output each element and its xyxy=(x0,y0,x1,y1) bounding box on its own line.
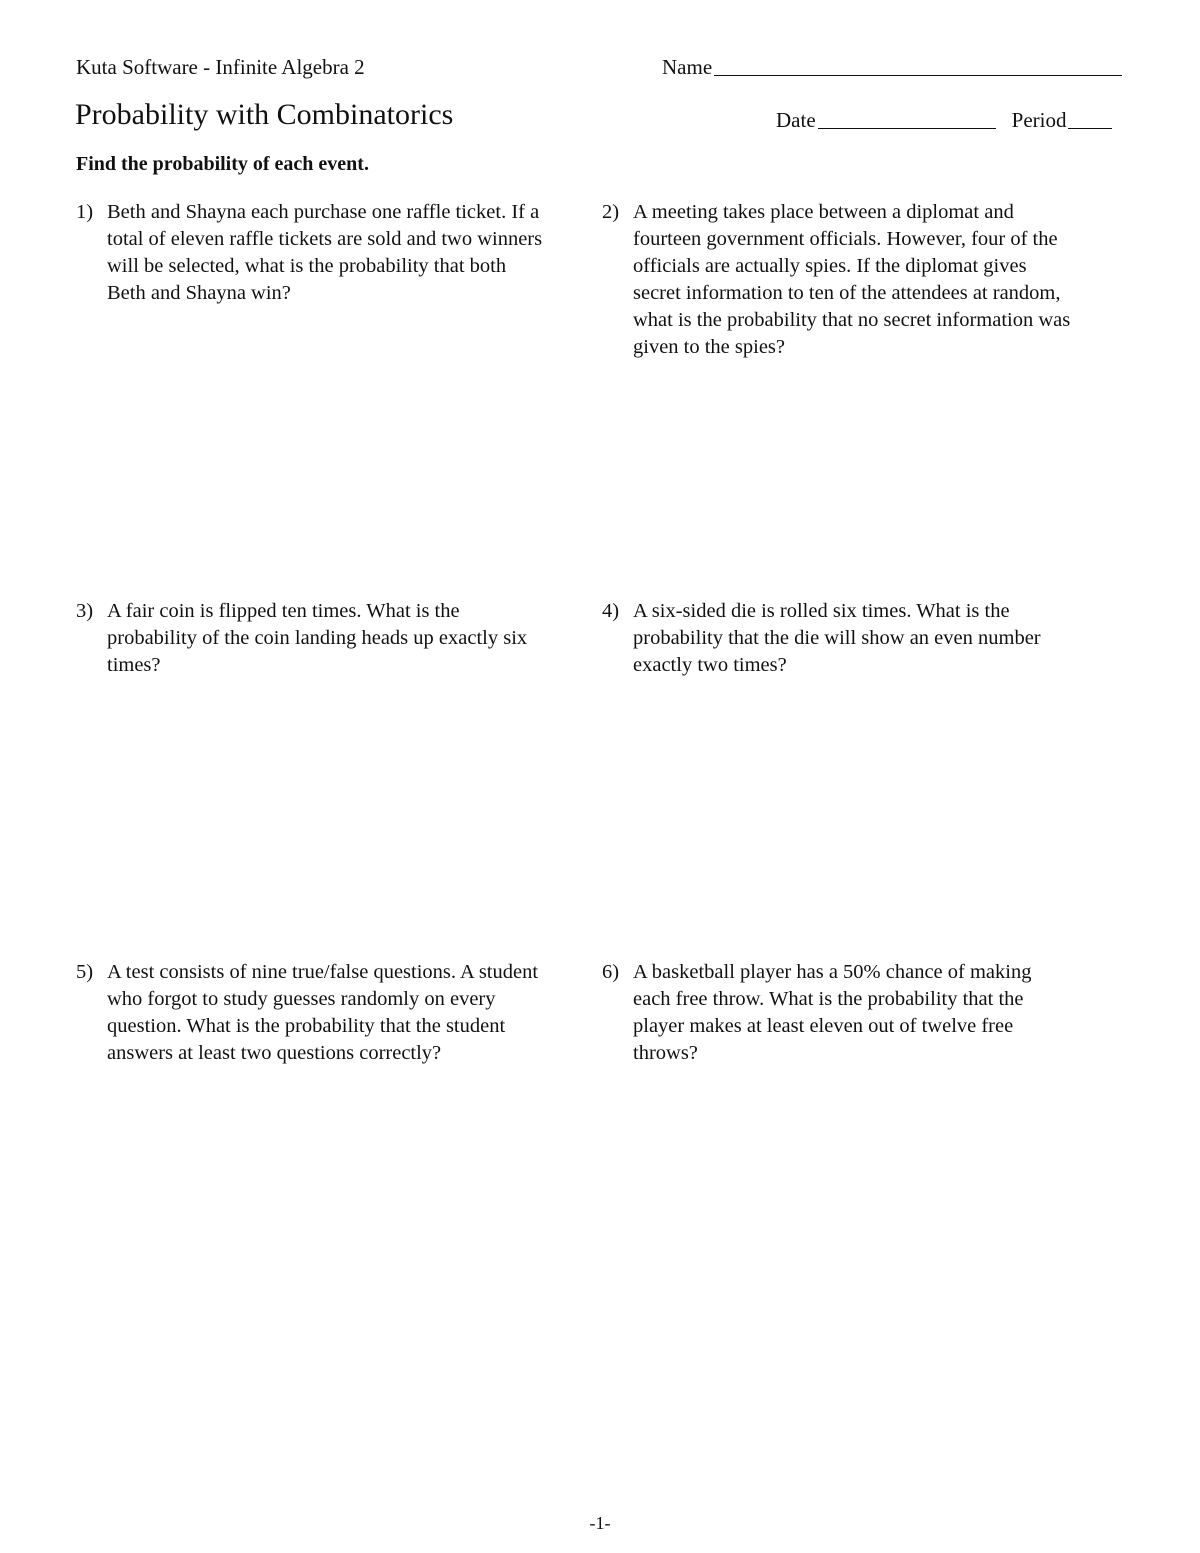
publisher-header: Kuta Software - Infinite Algebra 2 xyxy=(76,55,365,79)
period-blank-line[interactable] xyxy=(1068,127,1112,129)
name-field[interactable] xyxy=(662,55,1122,80)
problem-text: A fair coin is flipped ten times. What is the probability of the coin landing heads up exactly six times? xyxy=(107,600,528,676)
problem-2 xyxy=(602,199,1072,361)
instructions: Find the probability of each event. xyxy=(76,153,369,175)
problem-6 xyxy=(602,959,1072,1067)
problem-number: 2) xyxy=(602,201,620,223)
problem-number: 4) xyxy=(602,600,620,622)
date-label: Date xyxy=(776,108,816,132)
problem-5 xyxy=(76,959,546,1067)
page-number: -1- xyxy=(589,1513,611,1533)
problem-text: A six-sided die is rolled six times. What is the probability that the die will show an even number exactly two times? xyxy=(633,600,1041,676)
name-label: Name xyxy=(662,55,713,79)
problem-text: A basketball player has a 50% chance of making each free throw. What is the probability that the player makes at least eleven out of twelve free throws? xyxy=(633,961,1032,1064)
worksheet-title: Probability with Combinatorics xyxy=(75,98,454,131)
problem-text: Beth and Shayna each purchase one raffle ticket. If a total of eleven raffle tickets are sold and two winners will be selected, what is the probability that both Beth and Shayna win? xyxy=(107,201,543,304)
date-period-row xyxy=(776,108,1112,133)
problem-number: 3) xyxy=(76,600,94,622)
problem-text: A meeting takes place between a diplomat and fourteen government officials. However, four of the officials are actually spies. If the diplomat gives secret information to ten of the attendees at random, what is the probability that no secret information was given to the spies? xyxy=(633,201,1071,358)
name-blank-line xyxy=(714,74,1122,76)
problem-1 xyxy=(76,199,546,307)
problem-4 xyxy=(602,598,1072,679)
problem-3 xyxy=(76,598,546,679)
date-blank-line[interactable] xyxy=(818,127,996,129)
problem-number: 5) xyxy=(76,961,94,983)
problem-number: 1) xyxy=(76,201,94,223)
period-label: Period xyxy=(1011,108,1067,132)
problem-number: 6) xyxy=(602,961,620,983)
problem-text: A test consists of nine true/false questions. A student who forgot to study guesses randomly on every question. What is the probability that the student answers at least two questions correctly? xyxy=(107,961,539,1064)
